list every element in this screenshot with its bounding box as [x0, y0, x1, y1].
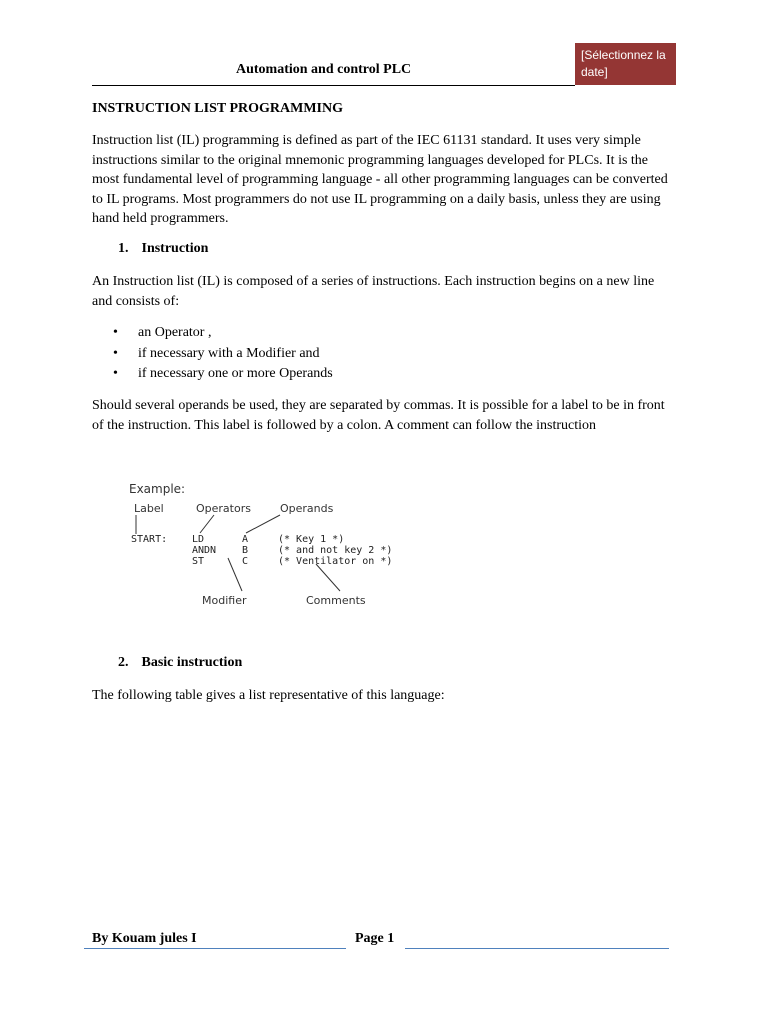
document-header-title: Automation and control PLC	[236, 62, 412, 77]
intro-paragraph: Instruction list (IL) programming is defined as part of the IEC 61131 standard. It uses very simple instructions similar to the original mnemonic programming languages developed for PLCs. It is the most fundamental level of programming language - all other programming languages can be converted to IL programs. Most programmers do not use IL programming on a daily basis, unless they are using hand held programmers.	[92, 133, 668, 226]
list-item: • if necessary one or more Operands	[113, 364, 333, 385]
section-2-title: Basic instruction	[141, 655, 243, 670]
code-comment: (* Key 1 *)	[278, 534, 345, 545]
section-1-paragraph-2: Should several operands be used, they are separated by commas. It is possible for a label to be in front of the instruction. This label is followed by a colon. A comment can follow the instruction	[92, 398, 665, 433]
code-operator: ANDN	[192, 545, 217, 556]
section-1-number: 1.	[118, 241, 129, 256]
section-2-paragraph: The following table gives a list representative of this language:	[92, 688, 445, 703]
code-operator: LD	[192, 534, 205, 545]
main-heading: INSTRUCTION LIST PROGRAMMING	[92, 101, 343, 116]
footer-author: By Kouam jules I	[92, 931, 197, 946]
footer-rule-right	[405, 948, 669, 949]
code-comment: (* Ventilator on *)	[278, 556, 393, 567]
code-label-start: START:	[131, 534, 168, 545]
label-caption: Label	[134, 502, 164, 515]
code-operand: C	[242, 556, 249, 567]
code-operand: A	[242, 534, 249, 545]
modifier-caption: Modifier	[202, 594, 247, 607]
section-2-heading	[118, 655, 242, 671]
operators-caption: Operators	[196, 502, 251, 515]
instruction-parts-list	[113, 323, 333, 385]
example-title: Example:	[129, 482, 186, 496]
list-item: • if necessary with a Modifier and	[113, 344, 333, 365]
footer-rule-left	[84, 948, 346, 949]
section-1-heading	[118, 241, 208, 257]
operands-caption: Operands	[280, 502, 334, 515]
list-item: • an Operator ,	[113, 323, 333, 344]
code-comment: (* and not key 2 *)	[278, 545, 393, 556]
header-divider	[92, 85, 575, 86]
comments-caption: Comments	[306, 594, 366, 607]
date-picker-field[interactable]: [Sélectionnez la date]	[575, 43, 676, 85]
footer-page-number: Page 1	[355, 931, 395, 946]
section-1-paragraph: An Instruction list (IL) is composed of a series of instructions. Each instruction begins on a new line and consists of:	[92, 274, 655, 309]
code-operand: B	[242, 545, 249, 556]
example-figure	[122, 478, 432, 613]
section-2-number: 2.	[118, 655, 129, 670]
section-1-title: Instruction	[141, 241, 209, 256]
code-operator: ST	[192, 556, 205, 567]
